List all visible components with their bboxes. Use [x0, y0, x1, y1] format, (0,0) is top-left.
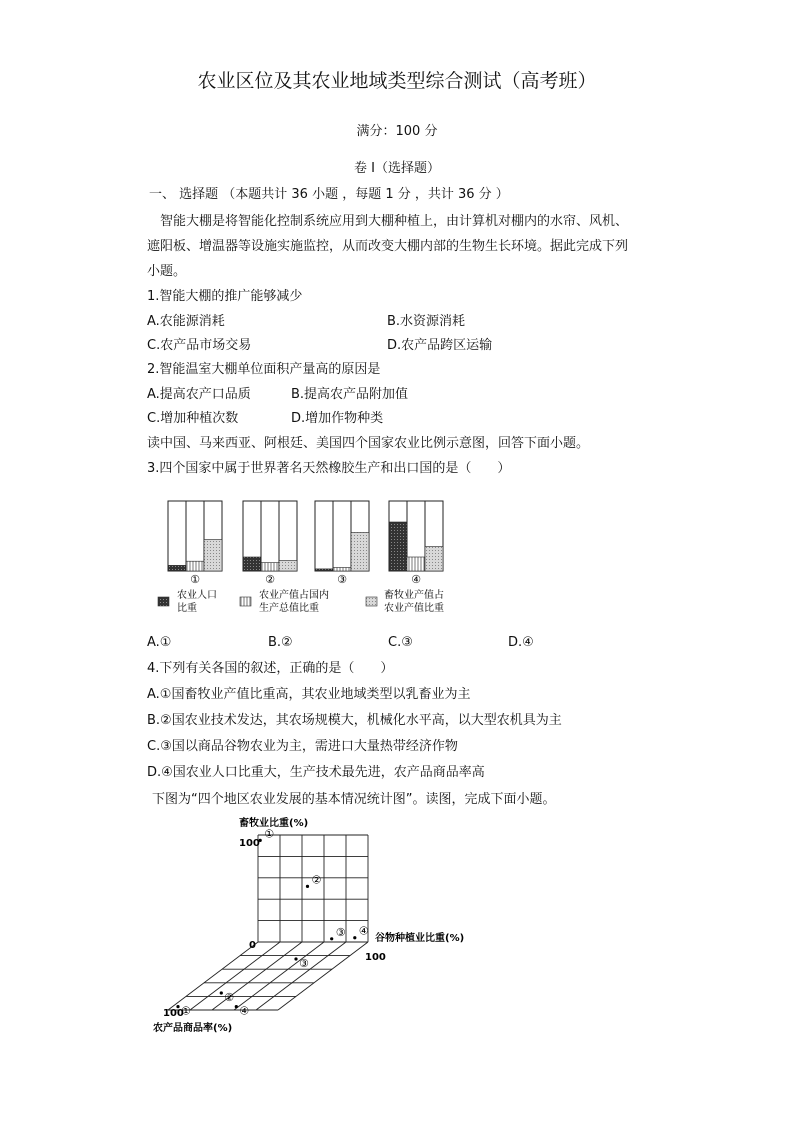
full-score: 满分：100 分: [356, 124, 438, 139]
lower-point-label: ④: [239, 1004, 250, 1018]
bar: [243, 557, 261, 571]
q3-stem: 3.四个国家中属于世界著名天然橡胶生产和出口国的是（ ）: [147, 461, 511, 476]
q3-option-d: D.④: [508, 635, 534, 650]
lower-grid-line: [168, 942, 258, 1010]
bar: [186, 561, 204, 571]
upper-point-label: ①: [264, 827, 275, 841]
legend-swatch-farm-population: [158, 597, 169, 606]
lower-point-label: ①: [181, 1004, 191, 1018]
bar-frame: [261, 501, 279, 571]
country-bar-chart: [150, 493, 470, 621]
origin-tick: 0: [249, 940, 256, 951]
y-max-tick: 100: [239, 838, 260, 849]
upper-grid: [258, 835, 368, 942]
q4-option-b: B.②国农业技术发达，其农场规模大，机械化水平高，以大型农机具为主: [147, 713, 562, 728]
q4-stem: 4.下列有关各国的叙述，正确的是（ ）: [147, 661, 394, 676]
q2-option-d: D.增加作物种类: [291, 411, 384, 426]
agri-3d-scatter-chart: [145, 812, 495, 1042]
q2-option-c: C.增加种植次数: [147, 411, 239, 426]
z-max-tick: 100: [163, 1008, 184, 1019]
lower-grid-line: [190, 942, 280, 1010]
bar-category-label: ②: [265, 573, 275, 586]
lower-grid-line: [278, 942, 368, 1010]
section-heading: 一、 选择题 （本题共计 36 小题 ，每题 1 分 ，共计 36 分 ）: [149, 187, 509, 202]
bar: [261, 563, 279, 571]
legend-text-2a: 农业产值占国内: [259, 590, 329, 601]
y-axis-label: 畜牧业比重(%): [239, 818, 309, 829]
upper-point-label: ②: [311, 873, 322, 887]
lower-grid-line: [234, 942, 324, 1010]
q3-option-b: B.②: [268, 635, 293, 650]
passage1-line2: 遮阳板、增温器等设施实施监控，从而改变大棚内部的生物生长环境。据此完成下列: [147, 239, 629, 254]
lower-grid-line: [256, 942, 346, 1010]
bar-frame: [186, 501, 204, 571]
q1-option-b: B.水资源消耗: [387, 314, 466, 329]
bar: [279, 561, 297, 572]
bar: [333, 568, 351, 572]
upper-point-label: ③: [335, 925, 346, 939]
lower-point: [235, 1005, 238, 1008]
volume-heading: 卷 I（选择题）: [354, 161, 440, 176]
bar-labels: [190, 573, 421, 586]
intro5: 下图为“四个地区农业发展的基本情况统计图”。读图，完成下面小题。: [152, 792, 556, 807]
legend-text-3b: 农业产值比重: [384, 603, 444, 614]
legend-text-2b: 生产总值比重: [259, 603, 319, 614]
legend-swatch-ag-gdp-share: [240, 597, 251, 606]
bar: [168, 565, 186, 571]
lower-point: [220, 991, 223, 994]
points: [176, 827, 368, 1017]
upper-point-label: ④: [358, 924, 369, 938]
q3-option-c: C.③: [388, 635, 413, 650]
bar: [425, 547, 443, 572]
bar-frame: [168, 501, 186, 571]
bar: [204, 540, 222, 572]
bar-category-label: ④: [411, 573, 421, 586]
x-max-tick: 100: [365, 952, 386, 963]
upper-point: [353, 936, 356, 939]
bar: [389, 522, 407, 571]
q1-option-d: D.农产品跨区运输: [387, 338, 493, 353]
bar: [407, 557, 425, 571]
q1-option-c: C.农产品市场交易: [147, 338, 252, 353]
q4-option-a: A.①国畜牧业产值比重高，其农业地域类型以乳畜业为主: [147, 687, 471, 702]
q2-option-b: B.提高农产品附加值: [291, 387, 409, 402]
lower-point: [294, 957, 297, 960]
q4-option-d: D.④国农业人口比重大，生产技术最先进，农产品商品率高: [147, 765, 485, 780]
bar-frame: [315, 501, 333, 571]
lower-point-label: ③: [299, 957, 309, 970]
bar-category-label: ①: [190, 573, 200, 586]
z-axis-label: 农产品商品率(%): [153, 1023, 233, 1034]
legend-swatch-livestock-share: [366, 597, 377, 606]
q2-option-a: A.提高农产口品质: [147, 387, 251, 402]
x-axis-label: 谷物种植业比重(%): [375, 933, 465, 944]
upper-point: [330, 937, 333, 940]
upper-point: [306, 885, 309, 888]
intro3: 读中国、马来西亚、阿根廷、美国四个国家农业比例示意图，回答下面小题。: [147, 436, 590, 451]
page-title: 农业区位及其农业地域类型综合测试（高考班）: [197, 70, 597, 92]
legend-text-1b: 比重: [177, 603, 197, 614]
q1-stem: 1.智能大棚的推广能够减少: [147, 289, 303, 304]
q1-option-a: A.农能源消耗: [147, 314, 225, 329]
bar: [315, 569, 333, 571]
bar-groups: [168, 501, 443, 571]
lower-grid: [168, 942, 368, 1010]
bar-frame: [333, 501, 351, 571]
q3-option-a: A.①: [147, 635, 172, 650]
bar-category-label: ③: [337, 573, 347, 586]
bar: [351, 533, 369, 572]
lower-point-label: ②: [224, 991, 235, 1004]
legend-text-3a: 畜牧业产值占: [384, 590, 444, 601]
passage1-line1: 智能大棚是将智能化控制系统应用到大棚种植上，由计算机对棚内的水帘、风机、: [160, 214, 629, 229]
legend-text-1a: 农业人口: [177, 590, 217, 601]
q4-option-c: C.③国以商品谷物农业为主，需进口大量热带经济作物: [147, 739, 458, 754]
q2-stem: 2.智能温室大棚单位面积产量高的原因是: [147, 362, 381, 377]
passage1-line3: 小题。: [147, 264, 187, 279]
